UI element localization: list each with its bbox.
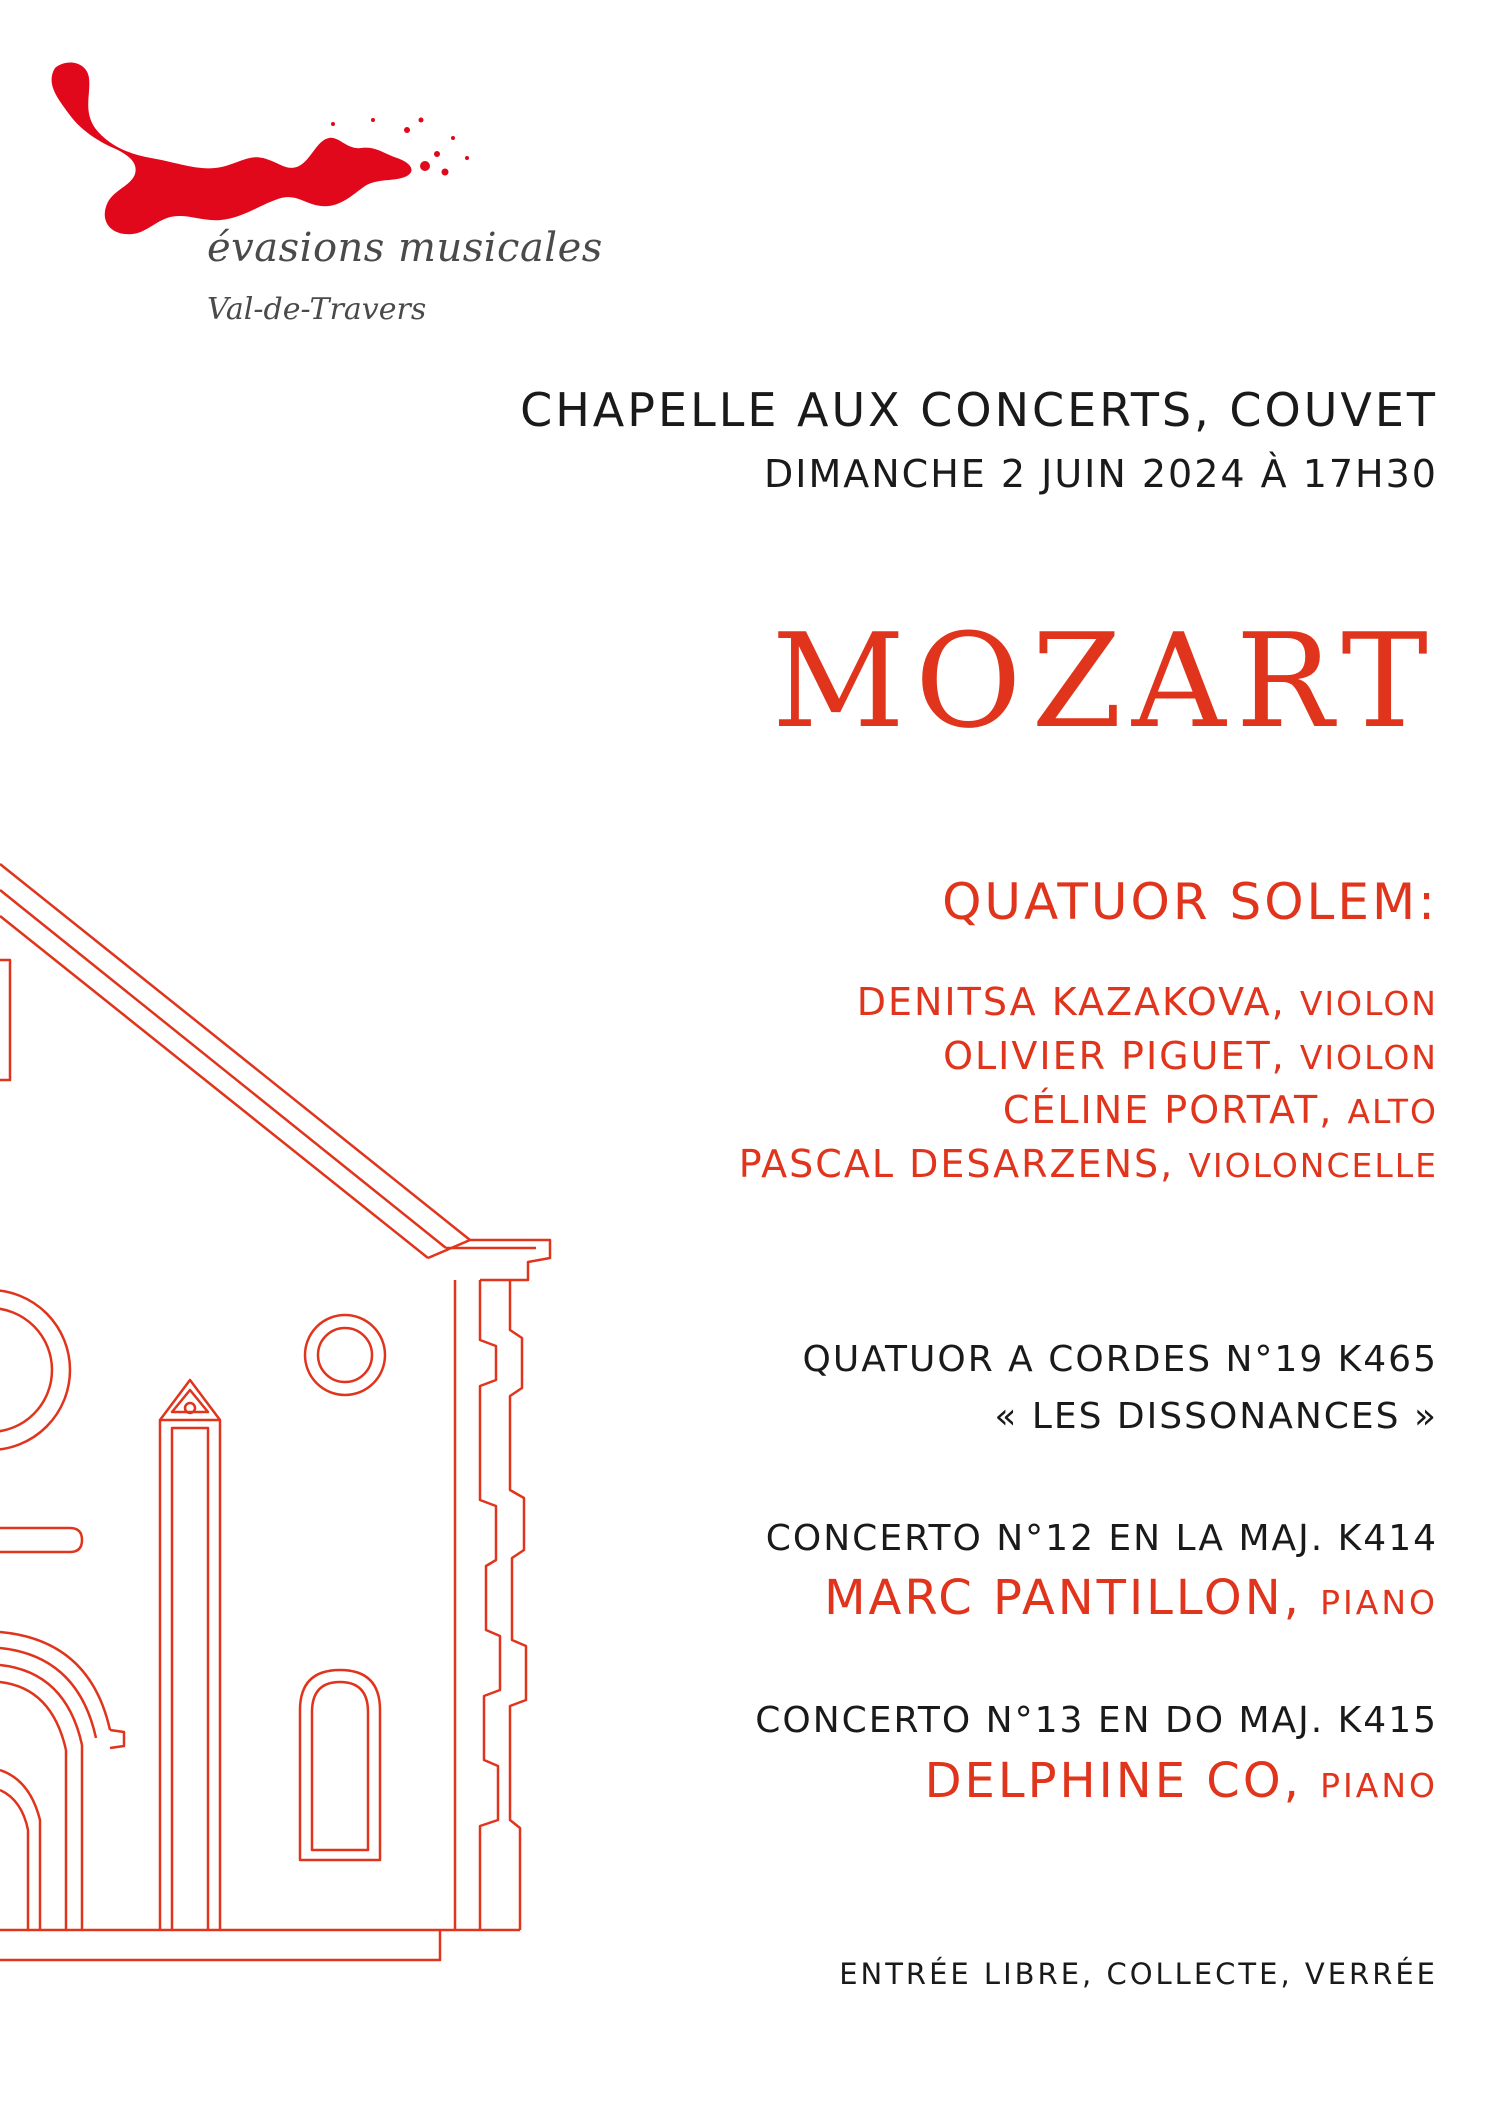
brand-name: évasions musicales — [207, 225, 603, 271]
event-date: DIMANCHE 2 JUIN 2024 À 17H30 — [763, 452, 1438, 496]
member-line — [1002, 1088, 1438, 1132]
member-line — [738, 1142, 1438, 1186]
member-name: PASCAL DESARZENS, — [738, 1142, 1175, 1186]
member-instrument: ALTO — [1347, 1092, 1438, 1131]
member-instrument: VIOLON — [1299, 984, 1438, 1023]
ink-splash-logo-icon — [35, 58, 490, 238]
concert-title: MOZART — [771, 605, 1438, 757]
member-name: CÉLINE PORTAT, — [1002, 1088, 1334, 1132]
work-title: CONCERTO N°12 EN LA MAJ. K414 — [765, 1518, 1438, 1559]
ensemble-name: QUATUOR SOLEM: — [942, 873, 1438, 931]
venue: CHAPELLE AUX CONCERTS, COUVET — [520, 383, 1438, 437]
soloist-line — [824, 1570, 1438, 1626]
member-line — [856, 980, 1438, 1024]
chapel-facade-illustration — [0, 860, 560, 2030]
soloist-instrument: PIANO — [1320, 1766, 1438, 1805]
soloist-name: MARC PANTILLON, — [824, 1570, 1302, 1626]
work-title: CONCERTO N°13 EN DO MAJ. K415 — [755, 1700, 1438, 1741]
brand-region: Val-de-Travers — [207, 292, 427, 327]
member-line — [943, 1034, 1438, 1078]
work-subtitle: « LES DISSONANCES » — [994, 1396, 1438, 1437]
member-name: DENITSA KAZAKOVA, — [856, 980, 1286, 1024]
member-name: OLIVIER PIGUET, — [943, 1034, 1286, 1078]
work-title: QUATUOR A CORDES N°19 K465 — [802, 1339, 1438, 1380]
soloist-instrument: PIANO — [1320, 1583, 1438, 1622]
admission-note: ENTRÉE LIBRE, COLLECTE, VERRÉE — [839, 1957, 1438, 1991]
member-instrument: VIOLONCELLE — [1188, 1146, 1438, 1185]
soloist-name: DELPHINE CO, — [924, 1753, 1302, 1809]
member-instrument: VIOLON — [1299, 1038, 1438, 1077]
soloist-line — [924, 1753, 1438, 1809]
